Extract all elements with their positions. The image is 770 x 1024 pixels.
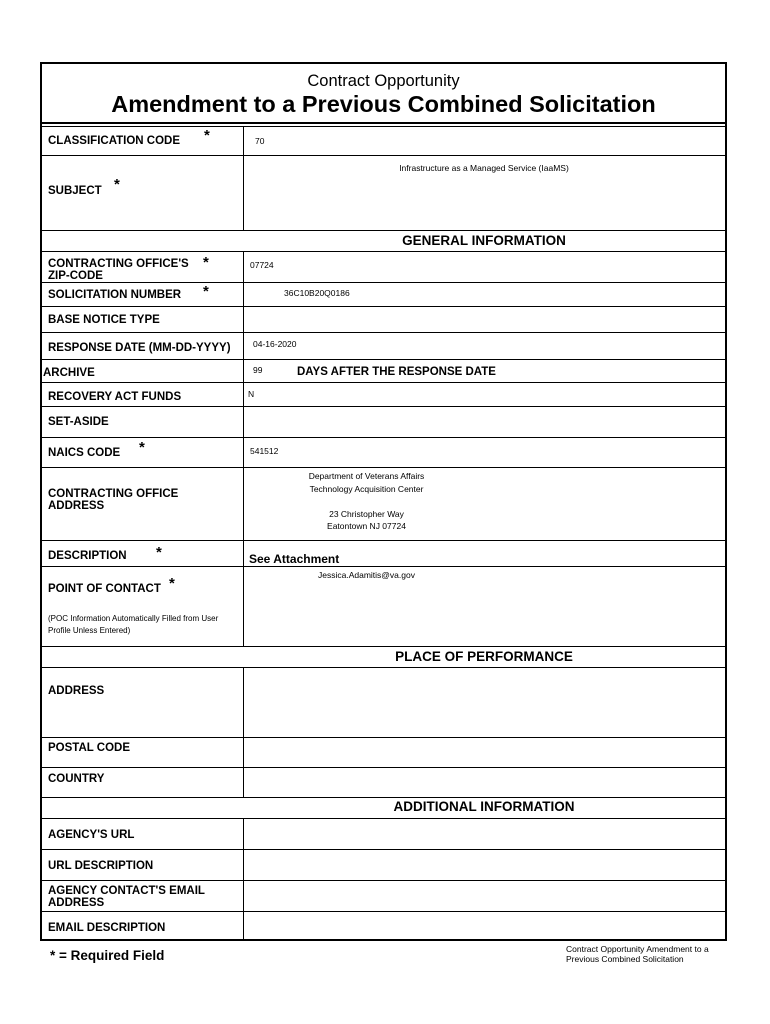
base-notice-type-label: BASE NOTICE TYPE xyxy=(48,314,160,326)
divider xyxy=(42,566,725,567)
contracting-office-address-line[interactable]: Technology Acquisition Center xyxy=(309,484,424,494)
divider xyxy=(42,646,725,647)
contracting-office-address-line[interactable]: 23 Christopher Way xyxy=(329,509,404,519)
point-of-contact-value[interactable]: Jessica.Adamitis@va.gov xyxy=(318,570,415,580)
naics-code-label: NAICS CODE xyxy=(48,447,121,459)
required-marker: * xyxy=(114,176,120,193)
divider xyxy=(42,251,725,252)
divider xyxy=(42,306,725,307)
subject-label: SUBJECT xyxy=(48,185,102,197)
archive-label: ARCHIVE xyxy=(43,367,95,379)
divider xyxy=(42,818,725,819)
point-of-contact-label: POINT OF CONTACT xyxy=(48,583,161,595)
section-general-information: GENERAL INFORMATION xyxy=(402,233,566,248)
recovery-act-funds-label: RECOVERY ACT FUNDS xyxy=(48,391,182,403)
classification-code-value[interactable]: 70 xyxy=(255,136,265,146)
pop-postal-code-label: POSTAL CODE xyxy=(48,742,130,754)
agency-contact-email-label: AGENCY CONTACT'S EMAIL ADDRESS xyxy=(48,885,205,909)
contracting-office-zip-label: CONTRACTING OFFICE'S ZIP-CODE xyxy=(48,258,189,282)
divider xyxy=(42,797,725,798)
divider xyxy=(42,767,725,768)
contracting-office-zip-value[interactable]: 07724 xyxy=(250,260,274,270)
divider xyxy=(42,406,725,407)
divider xyxy=(42,737,725,738)
response-date-value[interactable]: 04-16-2020 xyxy=(253,339,297,349)
contracting-office-address-line[interactable]: Eatontown NJ 07724 xyxy=(327,521,406,531)
solicitation-number-label: SOLICITATION NUMBER xyxy=(48,289,182,301)
divider xyxy=(42,155,725,156)
divider xyxy=(42,230,725,231)
divider xyxy=(42,382,725,383)
subject-value[interactable]: Infrastructure as a Managed Service (IaaMS) xyxy=(399,163,569,173)
column-divider xyxy=(243,126,244,231)
required-marker: * xyxy=(156,544,162,561)
set-aside-label: SET-ASIDE xyxy=(48,416,109,428)
naics-code-value[interactable]: 541512 xyxy=(250,446,279,456)
divider xyxy=(42,911,725,912)
divider xyxy=(42,540,725,541)
divider xyxy=(42,849,725,850)
contracting-office-address-label: CONTRACTING OFFICE ADDRESS xyxy=(48,488,179,512)
required-marker: * xyxy=(204,127,210,144)
form-title: Amendment to a Previous Combined Solicitation xyxy=(111,91,656,117)
required-marker: * xyxy=(203,254,209,271)
column-divider xyxy=(243,667,244,798)
divider xyxy=(42,122,725,124)
response-date-label: RESPONSE DATE (MM-DD-YYYY) xyxy=(48,342,231,354)
divider xyxy=(42,467,725,468)
required-marker: * xyxy=(169,575,175,592)
recovery-act-funds-value[interactable]: N xyxy=(248,389,255,399)
pop-address-label: ADDRESS xyxy=(48,685,105,697)
divider xyxy=(42,667,725,668)
contracting-office-address-line[interactable]: Department of Veterans Affairs xyxy=(308,471,425,481)
solicitation-form xyxy=(40,62,727,941)
agency-url-label: AGENCY'S URL xyxy=(48,829,135,841)
form-subtitle: Contract Opportunity xyxy=(307,72,460,90)
pop-country-label: COUNTRY xyxy=(48,773,105,785)
url-description-label: URL DESCRIPTION xyxy=(48,860,154,872)
solicitation-number-value[interactable]: 36C10B20Q0186 xyxy=(284,288,350,298)
divider xyxy=(42,126,725,127)
archive-suffix: DAYS AFTER THE RESPONSE DATE xyxy=(297,366,496,378)
required-marker: * xyxy=(139,439,145,456)
classification-code-label: CLASSIFICATION CODE xyxy=(48,135,181,147)
description-value[interactable]: See Attachment xyxy=(249,552,340,566)
description-label: DESCRIPTION xyxy=(48,550,127,562)
divider xyxy=(42,437,725,438)
email-description-label: EMAIL DESCRIPTION xyxy=(48,922,166,934)
column-divider xyxy=(243,251,244,646)
required-field-note: * = Required Field xyxy=(50,948,165,963)
point-of-contact-note: (POC Information Automatically Filled from User Profile Unless Entered) xyxy=(48,614,219,635)
divider xyxy=(42,282,725,283)
section-place-of-performance: PLACE OF PERFORMANCE xyxy=(395,649,573,664)
section-additional-information: ADDITIONAL INFORMATION xyxy=(393,799,575,814)
divider xyxy=(42,359,725,360)
footer-document-title: Contract Opportunity Amendment to a Previous Combined Solicitation xyxy=(566,944,709,964)
divider xyxy=(42,332,725,333)
divider xyxy=(42,880,725,881)
archive-value[interactable]: 99 xyxy=(253,365,263,375)
required-marker: * xyxy=(203,283,209,300)
